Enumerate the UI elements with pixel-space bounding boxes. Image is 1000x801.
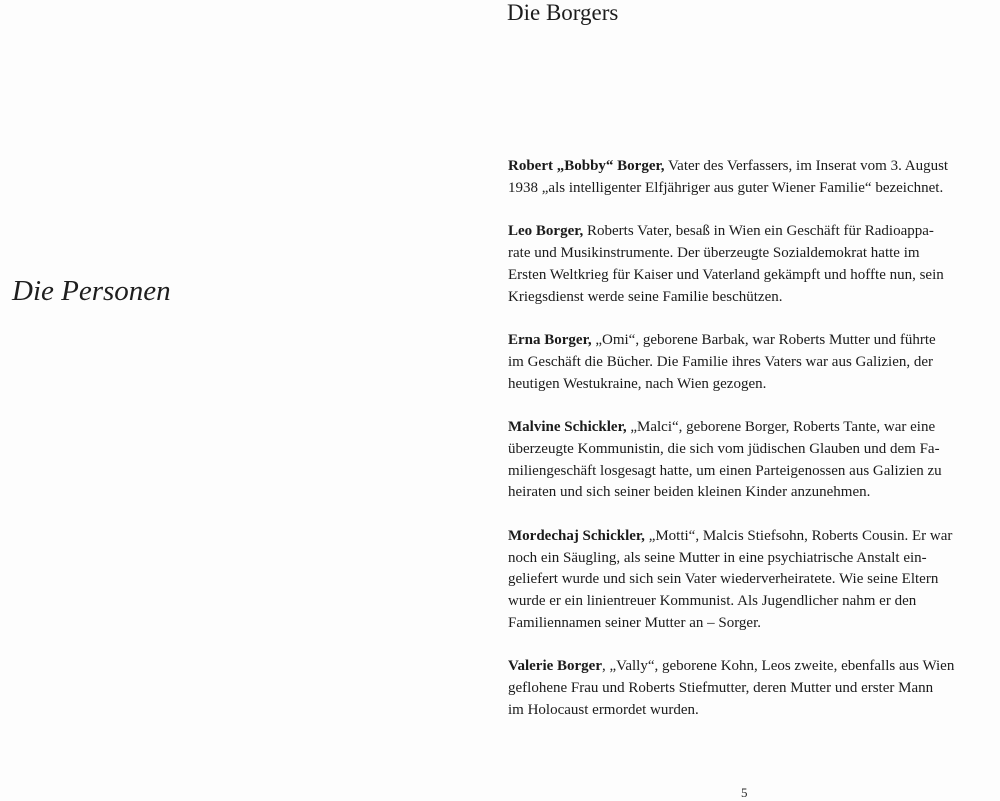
entry-text-line: „Motti“, Malcis Stiefsohn, Roberts Cousin. Er war bbox=[644, 527, 953, 544]
entry-text-line: geliefert wurde und sich sein Vater wiederverheiratete. Wie seine Eltern bbox=[508, 571, 939, 588]
entry-text-line: Vater des Verfassers, im Inserat vom 3. August bbox=[664, 158, 949, 174]
entry-text-line: überzeugte Kommunistin, die sich vom jüdischen Glauben und dem Fa- bbox=[508, 440, 940, 457]
entry-text-line: Roberts Vater, besaß in Wien ein Geschäft für Radioappa- bbox=[583, 223, 934, 240]
section-title: Die Borgers bbox=[507, 0, 619, 25]
page-number: 5 bbox=[741, 785, 748, 800]
character-name: Erna Borger, bbox=[508, 331, 592, 348]
entry-text-line: heutigen Westukraine, nach Wien gezogen. bbox=[508, 375, 767, 392]
character-entry-leo bbox=[508, 221, 986, 308]
character-name: Leo Borger, bbox=[508, 223, 584, 240]
entry-text-line: Familiennamen seiner Mutter an – Sorger. bbox=[508, 614, 762, 631]
entry-text-line: noch ein Säugling, als seine Mutter in eine psychiatrische Anstalt ein- bbox=[508, 549, 927, 566]
entry-text-line: wurde er ein linientreuer Kommunist. Als Jugendlicher nahm er den bbox=[508, 593, 917, 610]
entry-text-line: Ersten Weltkrieg für Kaiser und Vaterland gekämpft und hoffte nun, sein bbox=[508, 266, 944, 283]
character-entry-mordechaj bbox=[508, 526, 986, 635]
character-name: Mordechaj Schickler, bbox=[508, 527, 645, 544]
character-name: Robert „Bobby“ Borger, bbox=[508, 158, 665, 174]
character-entry-valerie bbox=[508, 656, 986, 721]
entry-text-line: , „Vally“, geborene Kohn, Leos zweite, ebenfalls aus Wien bbox=[602, 658, 955, 675]
entry-text-line: heiraten und sich seiner beiden kleinen Kinder anzunehmen. bbox=[508, 484, 871, 501]
entry-text-line: rate und Musikinstrumente. Der überzeugte Sozialdemokrat hatte im bbox=[508, 244, 920, 261]
character-entry-erna bbox=[508, 330, 986, 395]
entry-text-line: 1938 „als intelligenter Elfjähriger aus guter Wiener Familie“ bezeichnet. bbox=[508, 179, 944, 196]
entry-text-line: miliengeschäft losgesagt hatte, um einen Parteigenossen aus Galizien zu bbox=[508, 462, 942, 479]
character-entry-malvine bbox=[508, 417, 986, 504]
chapter-title: Die Personen bbox=[12, 275, 171, 307]
character-name: Malvine Schickler, bbox=[508, 418, 627, 435]
entry-text-line: „Omi“, geborene Barbak, war Roberts Mutter und führte bbox=[591, 331, 936, 348]
entry-text-line: im Holocaust ermordet wurden. bbox=[508, 701, 699, 718]
entry-text-line: geflohene Frau und Roberts Stiefmutter, deren Mutter und erster Mann bbox=[508, 680, 934, 697]
entry-text-line: „Malci“, geborene Borger, Roberts Tante, war eine bbox=[626, 418, 936, 435]
character-list bbox=[508, 156, 986, 743]
character-entry-robert bbox=[508, 156, 986, 200]
character-name: Valerie Borger bbox=[508, 658, 602, 675]
entry-text-line: im Geschäft die Bücher. Die Familie ihres Vaters war aus Galizien, der bbox=[508, 353, 934, 370]
entry-text-line: Kriegsdienst werde seine Familie beschützen. bbox=[508, 288, 783, 305]
